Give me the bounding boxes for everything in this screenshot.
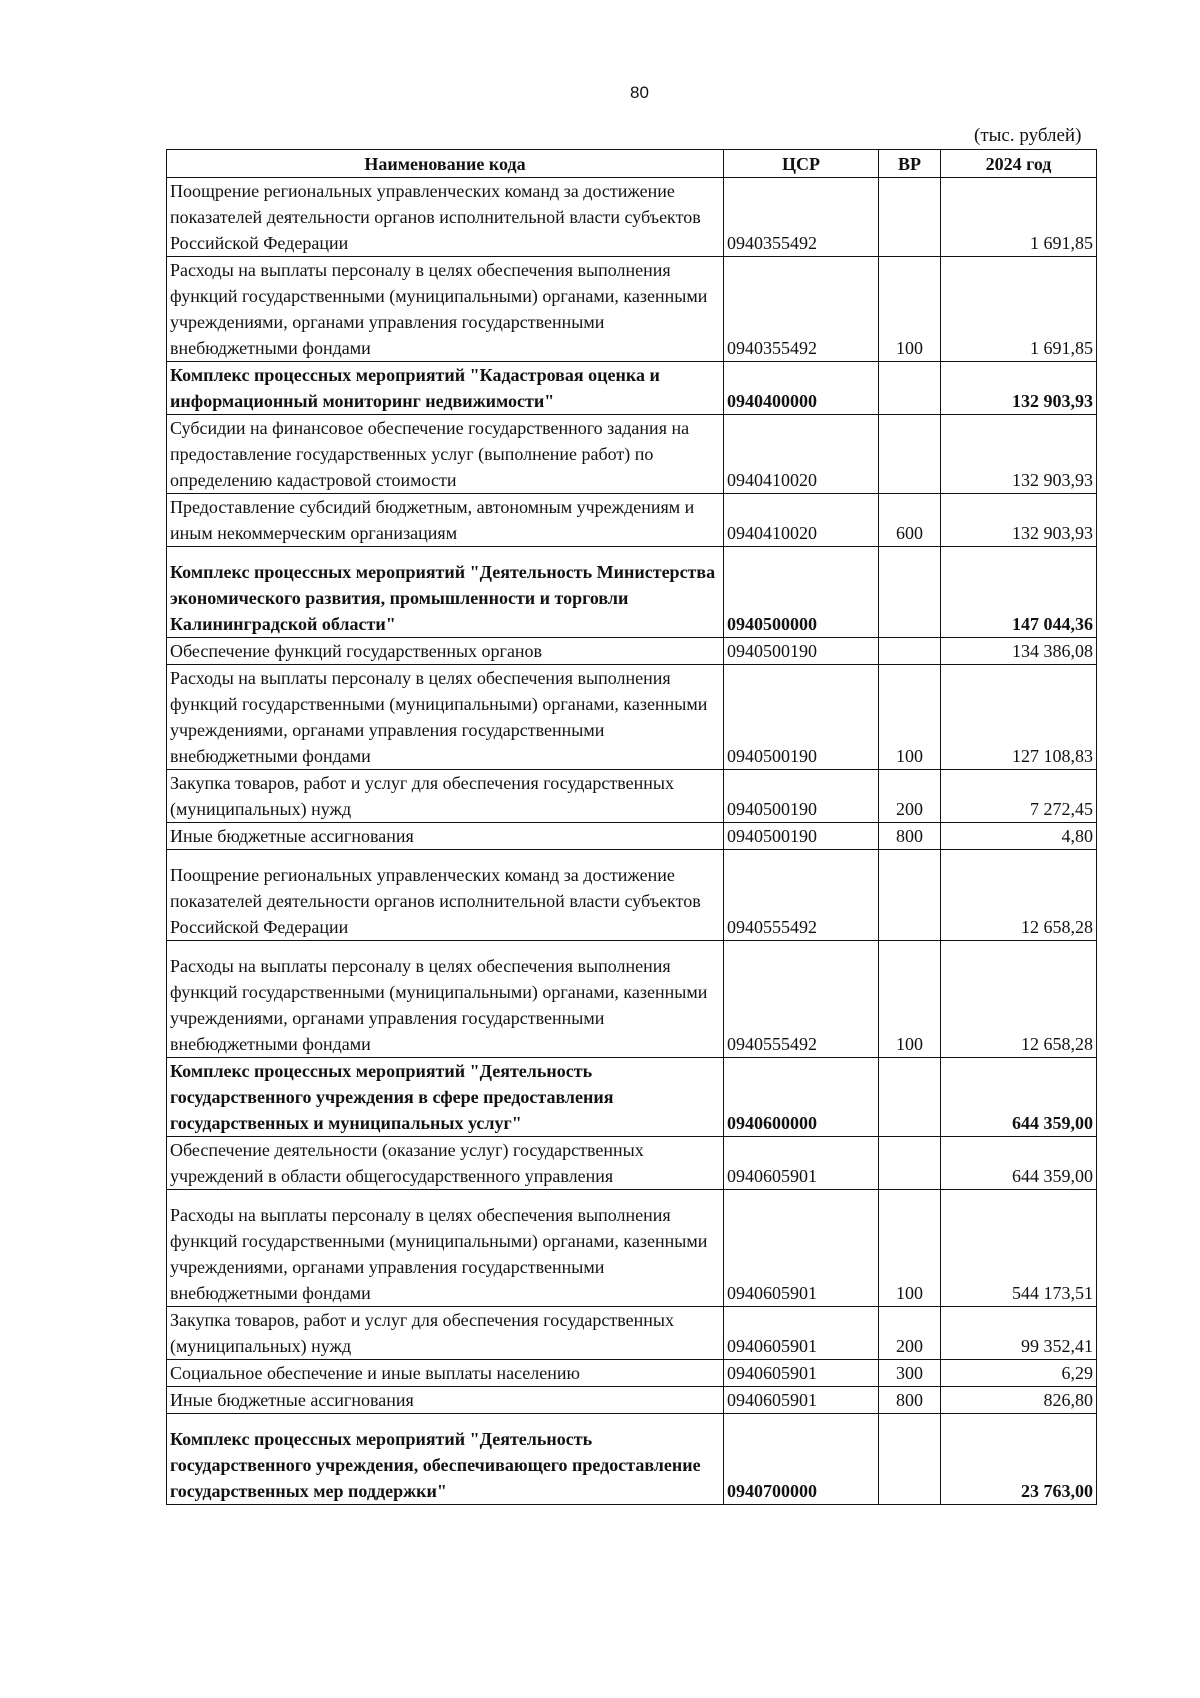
row-vr: 300	[879, 1360, 941, 1387]
row-name: Поощрение региональных управленческих команд за достижение показателей деятельности органов исполнительной власти субъектов Российской Федерации	[167, 178, 724, 257]
row-name: Иные бюджетные ассигнования	[167, 823, 724, 850]
table-row	[167, 770, 1097, 823]
row-vr: 600	[879, 494, 941, 547]
row-amount: 132 903,93	[941, 362, 1097, 415]
row-vr: 200	[879, 1307, 941, 1360]
row-csr: 0940500190	[724, 665, 879, 770]
row-amount: 1 691,85	[941, 178, 1097, 257]
row-vr: 100	[879, 941, 941, 1058]
table-row-group	[167, 1058, 1097, 1137]
units-label: (тыс. рублей)	[974, 125, 1082, 146]
row-csr: 0940355492	[724, 178, 879, 257]
budget-table	[166, 149, 1097, 1505]
row-csr: 0940600000	[724, 1058, 879, 1137]
header-vr: ВР	[879, 150, 941, 178]
row-amount: 544 173,51	[941, 1190, 1097, 1307]
row-vr	[879, 850, 941, 941]
row-csr: 0940410020	[724, 494, 879, 547]
table-row-group	[167, 362, 1097, 415]
row-vr: 100	[879, 257, 941, 362]
row-name: Поощрение региональных управленческих команд за достижение показателей деятельности органов исполнительной власти субъектов Российской Федерации	[167, 850, 724, 941]
row-amount: 127 108,83	[941, 665, 1097, 770]
row-name: Комплекс процессных мероприятий "Деятельность государственного учреждения, обеспечивающего предоставление государственных мер поддержки"	[167, 1414, 724, 1505]
page-number: 80	[630, 83, 649, 102]
header-csr: ЦСР	[724, 150, 879, 178]
row-name: Расходы на выплаты персоналу в целях обеспечения выполнения функций государственными (муниципальными) органами, казенными учреждениями, органами управления государственными внебюджетными фондами	[167, 1190, 724, 1307]
row-amount: 134 386,08	[941, 638, 1097, 665]
header-name: Наименование кода	[167, 150, 724, 178]
table-row	[167, 1137, 1097, 1190]
row-csr: 0940410020	[724, 415, 879, 494]
row-name: Закупка товаров, работ и услуг для обеспечения государственных (муниципальных) нужд	[167, 1307, 724, 1360]
row-csr: 0940700000	[724, 1414, 879, 1505]
row-vr	[879, 638, 941, 665]
table-row	[167, 494, 1097, 547]
table-row	[167, 1387, 1097, 1414]
table-row	[167, 178, 1097, 257]
row-amount: 1 691,85	[941, 257, 1097, 362]
table-row	[167, 1190, 1097, 1307]
table-row	[167, 257, 1097, 362]
row-vr	[879, 1058, 941, 1137]
row-amount: 4,80	[941, 823, 1097, 850]
row-name: Расходы на выплаты персоналу в целях обеспечения выполнения функций государственными (муниципальными) органами, казенными учреждениями, органами управления государственными внебюджетными фондами	[167, 665, 724, 770]
table-row	[167, 941, 1097, 1058]
row-amount: 132 903,93	[941, 494, 1097, 547]
row-name: Обеспечение деятельности (оказание услуг) государственных учреждений в области общегосударственного управления	[167, 1137, 724, 1190]
row-csr: 0940605901	[724, 1190, 879, 1307]
row-name: Субсидии на финансовое обеспечение государственного задания на предоставление государственных услуг (выполнение работ) по определению кадастровой стоимости	[167, 415, 724, 494]
row-vr	[879, 547, 941, 638]
row-vr: 100	[879, 665, 941, 770]
row-amount: 644 359,00	[941, 1137, 1097, 1190]
row-vr: 800	[879, 1387, 941, 1414]
row-name: Закупка товаров, работ и услуг для обеспечения государственных (муниципальных) нужд	[167, 770, 724, 823]
row-name: Предоставление субсидий бюджетным, автономным учреждениям и иным некоммерческим организациям	[167, 494, 724, 547]
row-vr	[879, 178, 941, 257]
row-csr: 0940500190	[724, 823, 879, 850]
header-year: 2024 год	[941, 150, 1097, 178]
row-csr: 0940400000	[724, 362, 879, 415]
row-name: Комплекс процессных мероприятий "Деятельность государственного учреждения в сфере предоставления государственных и муниципальных услуг"	[167, 1058, 724, 1137]
row-amount: 99 352,41	[941, 1307, 1097, 1360]
row-name: Расходы на выплаты персоналу в целях обеспечения выполнения функций государственными (муниципальными) органами, казенными учреждениями, органами управления государственными внебюджетными фондами	[167, 941, 724, 1058]
table-row-group	[167, 1414, 1097, 1505]
row-csr: 0940500000	[724, 547, 879, 638]
row-csr: 0940355492	[724, 257, 879, 362]
row-amount: 826,80	[941, 1387, 1097, 1414]
row-amount: 12 658,28	[941, 850, 1097, 941]
row-csr: 0940605901	[724, 1307, 879, 1360]
table-row	[167, 638, 1097, 665]
table-row	[167, 850, 1097, 941]
row-name: Расходы на выплаты персоналу в целях обеспечения выполнения функций государственными (муниципальными) органами, казенными учреждениями, органами управления государственными внебюджетными фондами	[167, 257, 724, 362]
row-vr: 800	[879, 823, 941, 850]
row-amount: 644 359,00	[941, 1058, 1097, 1137]
table-row	[167, 1307, 1097, 1360]
table-row	[167, 415, 1097, 494]
row-csr: 0940605901	[724, 1360, 879, 1387]
row-amount: 12 658,28	[941, 941, 1097, 1058]
row-csr: 0940500190	[724, 638, 879, 665]
row-vr	[879, 1137, 941, 1190]
row-name: Комплекс процессных мероприятий "Кадастровая оценка и информационный мониторинг недвижимости"	[167, 362, 724, 415]
table-row-group	[167, 547, 1097, 638]
table-row	[167, 1360, 1097, 1387]
row-name: Комплекс процессных мероприятий "Деятельность Министерства экономического развития, промышленности и торговли Калининградской области"	[167, 547, 724, 638]
row-name: Социальное обеспечение и иные выплаты населению	[167, 1360, 724, 1387]
row-vr	[879, 1414, 941, 1505]
table-row	[167, 823, 1097, 850]
row-name: Иные бюджетные ассигнования	[167, 1387, 724, 1414]
row-csr: 0940555492	[724, 941, 879, 1058]
row-amount: 7 272,45	[941, 770, 1097, 823]
table-header-row	[167, 150, 1097, 178]
row-amount: 6,29	[941, 1360, 1097, 1387]
row-csr: 0940605901	[724, 1387, 879, 1414]
row-amount: 23 763,00	[941, 1414, 1097, 1505]
row-vr: 100	[879, 1190, 941, 1307]
row-csr: 0940555492	[724, 850, 879, 941]
row-vr	[879, 362, 941, 415]
row-amount: 132 903,93	[941, 415, 1097, 494]
row-csr: 0940500190	[724, 770, 879, 823]
row-name: Обеспечение функций государственных органов	[167, 638, 724, 665]
row-vr	[879, 415, 941, 494]
row-vr: 200	[879, 770, 941, 823]
row-amount: 147 044,36	[941, 547, 1097, 638]
table-row	[167, 665, 1097, 770]
row-csr: 0940605901	[724, 1137, 879, 1190]
